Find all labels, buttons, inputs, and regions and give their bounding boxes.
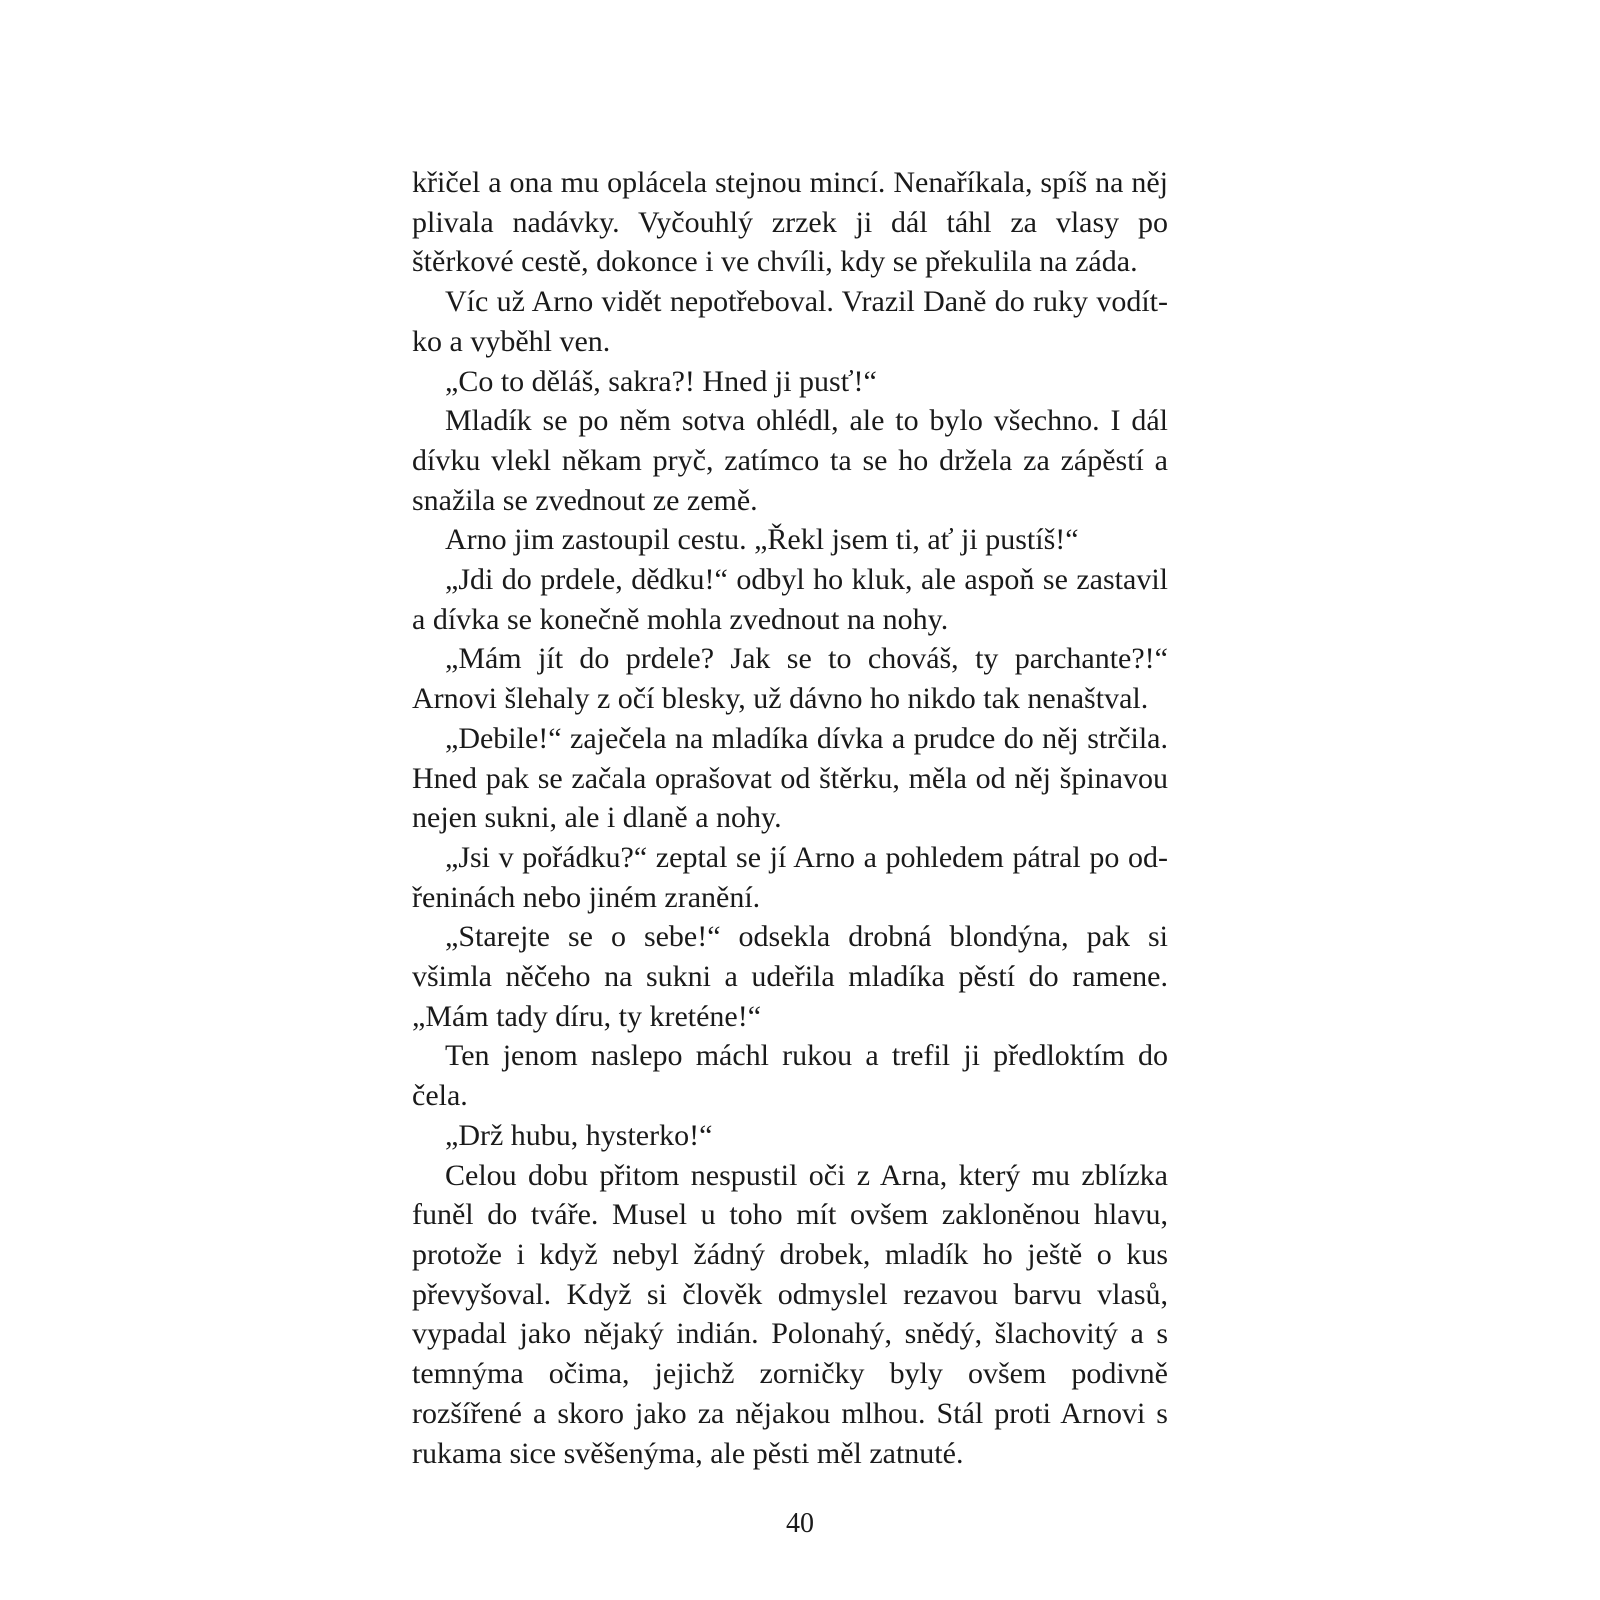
paragraph-11: Ten jenom naslepo máchl rukou a trefil ji předloktím do čela. [412,1039,1168,1113]
paragraph-12: „Drž hubu, hysterko!“ [445,1118,713,1152]
paragraph-2: Víc už Arno vidět nepotřeboval. Vrazil Daně do ruky vodítko a vyběhl ven. [412,285,1168,358]
paragraph-9: „Jsi v pořádku?“ zeptal se jí Arno a pohledem pátral po odřeninách nebo jiném zranění. [412,840,1168,914]
paragraph-7: „Mám jít do prdele? Jak se to chováš, ty parchante?!“ Arnovi šlehaly z očí blesky, už dávno ho nikdo tak nenaštval. [412,642,1168,716]
page-body [412,163,1168,1473]
paragraph-13: Celou dobu přitom nespustil oči z Arna, který mu zblízka funěl do tváře. Musel u toho mít ovšem zakloněnou hlavu, protože i když nebyl žádný drobek, mladík ho ještě o kus převyšoval. Když si člověk odmyslel rezavou barvu vlasů, vypadal jako nějaký indián. Polonahý, snědý, šlachovitý a s temnýma očima, jejichž zorničky byly ovšem podivně rozšířené a skoro jako za nějakou mlhou. Stál proti Arnovi s rukama sice svěšenýma, ale pěsti měl zatnuté. [412,1158,1168,1470]
paragraph-3: „Co to děláš, sakra?! Hned ji pusť!“ [445,364,877,398]
paragraph-4: Mladík se po něm sotva ohlédl, ale to bylo všechno. I dál dívku vlekl někam pryč, zatímco ta se ho držela za zápěstí a snažila se zvednout ze země. [412,404,1168,517]
paragraph-8: „Debile!“ zaječela na mladíka dívka a prudce do něj strčila. Hned pak se začala oprašovat od štěrku, měla od něj špinavou nejen sukni, ale i dlaně a nohy. [412,721,1168,835]
paragraph-6: „Jdi do prdele, dědku!“ odbyl ho kluk, ale aspoň se zastavil a dívka se konečně mohla zvednout na nohy. [412,563,1168,636]
paragraph-10: „Starejte se o sebe!“ odsekla drobná blondýna, pak si všimla něčeho na sukni a udeřila mladíka pěstí do ramene. „Mám tady díru, ty kreténe!“ [412,920,1168,1033]
paragraph-1: křičel a ona mu oplácela stejnou mincí. Nenaříkala, spíš na něj plivala nadávky. Vyčouhlý zrzek ji dál táhl za vlasy po štěrkové cestě, dokonce i ve chvíli, kdy se překulila na záda. [412,166,1168,279]
page-number: 40 [786,1508,814,1539]
paragraph-5: Arno jim zastoupil cestu. „Řekl jsem ti, ať ji pustíš!“ [445,523,1079,557]
